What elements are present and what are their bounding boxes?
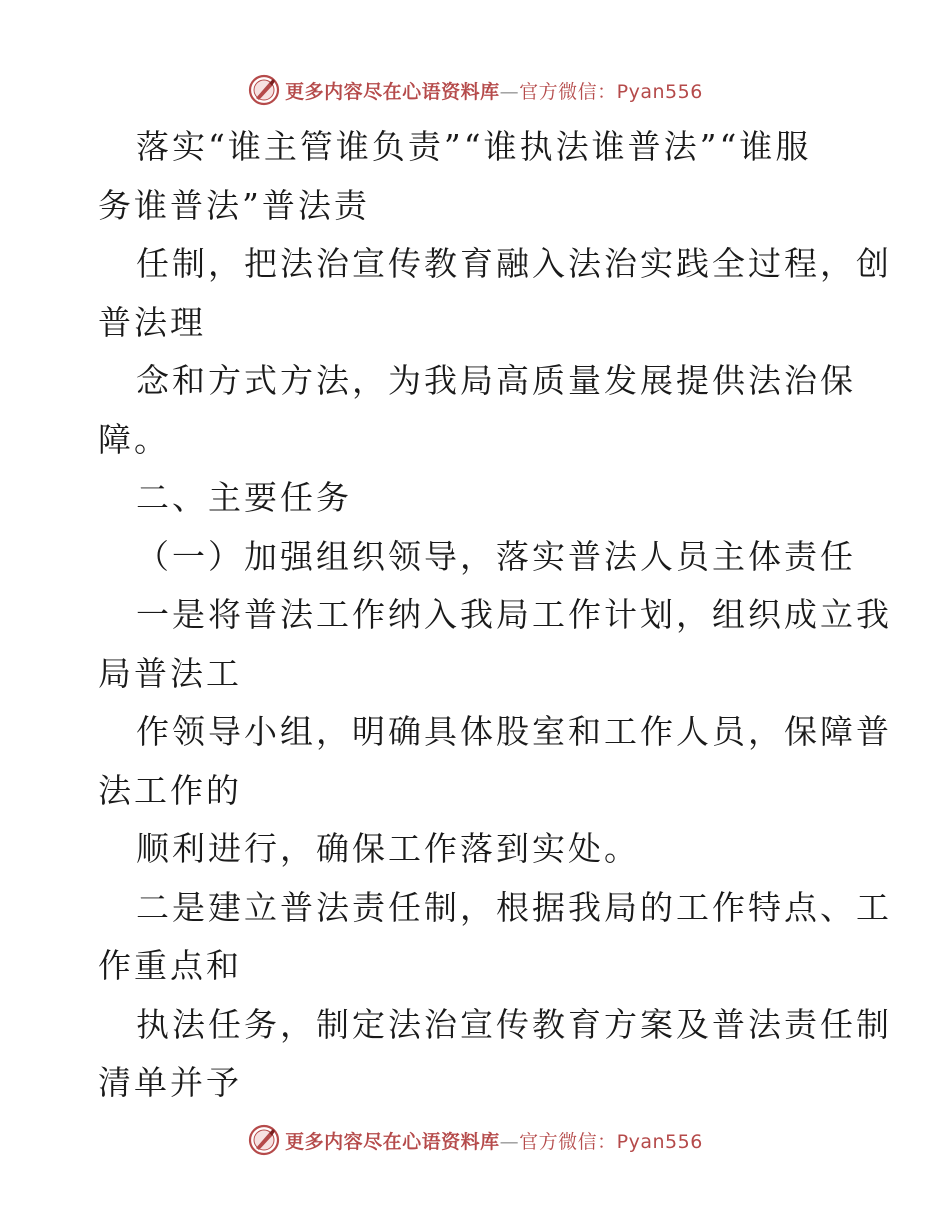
- pen-nib-seal-icon: [247, 1123, 281, 1157]
- paragraph-line: 一是将普法工作纳入我局工作计划，组织成立我: [136, 595, 892, 634]
- paragraph-line: 念和方式方法，为我局高质量发展提供法治保: [136, 361, 856, 400]
- paragraph-line: 顺利进行，确保工作落到实处。: [136, 829, 640, 868]
- watermark-separator: —: [499, 1130, 520, 1153]
- watermark-text: [285, 1127, 703, 1154]
- subsection-heading: （一）加强组织领导，落实普法人员主体责任: [136, 536, 856, 576]
- document-body: [98, 118, 892, 1113]
- header-watermark: [0, 70, 950, 110]
- paragraph-line: 任制，把法治宣传教育融入法治实践全过程，创: [136, 244, 892, 283]
- paragraph-line: 局普法工: [98, 653, 242, 693]
- paragraph-line: 作重点和: [98, 946, 242, 985]
- watermark-main-text: 更多内容尽在心语资料库: [285, 80, 500, 103]
- footer-watermark: [0, 1120, 950, 1160]
- paragraph-line: 普法理: [98, 302, 206, 342]
- watermark-main-text: 更多内容尽在心语资料库: [285, 1130, 500, 1153]
- watermark-contact-text: 官方微信：Pyan556: [519, 80, 703, 103]
- paragraph-line: 落实“谁主管谁负责”“谁执法谁普法”“谁服: [136, 127, 812, 166]
- paragraph-line: 二是建立普法责任制，根据我局的工作特点、工: [136, 887, 892, 927]
- paragraph-line: 法工作的: [98, 770, 242, 810]
- paragraph-line: 务谁普法”普法责: [98, 185, 370, 225]
- watermark-contact-text: 官方微信：Pyan556: [519, 1130, 703, 1153]
- section-heading: 二、主要任务: [136, 478, 352, 517]
- paragraph-line: 作领导小组，明确具体股室和工作人员，保障普: [136, 712, 892, 751]
- paragraph-line: 清单并予: [98, 1063, 242, 1102]
- watermark-text: [285, 77, 703, 104]
- paragraph-line: 障。: [98, 419, 170, 459]
- pen-nib-seal-icon: [247, 73, 281, 107]
- watermark-separator: —: [499, 80, 520, 103]
- paragraph-line: 执法任务，制定法治宣传教育方案及普法责任制: [136, 1004, 892, 1044]
